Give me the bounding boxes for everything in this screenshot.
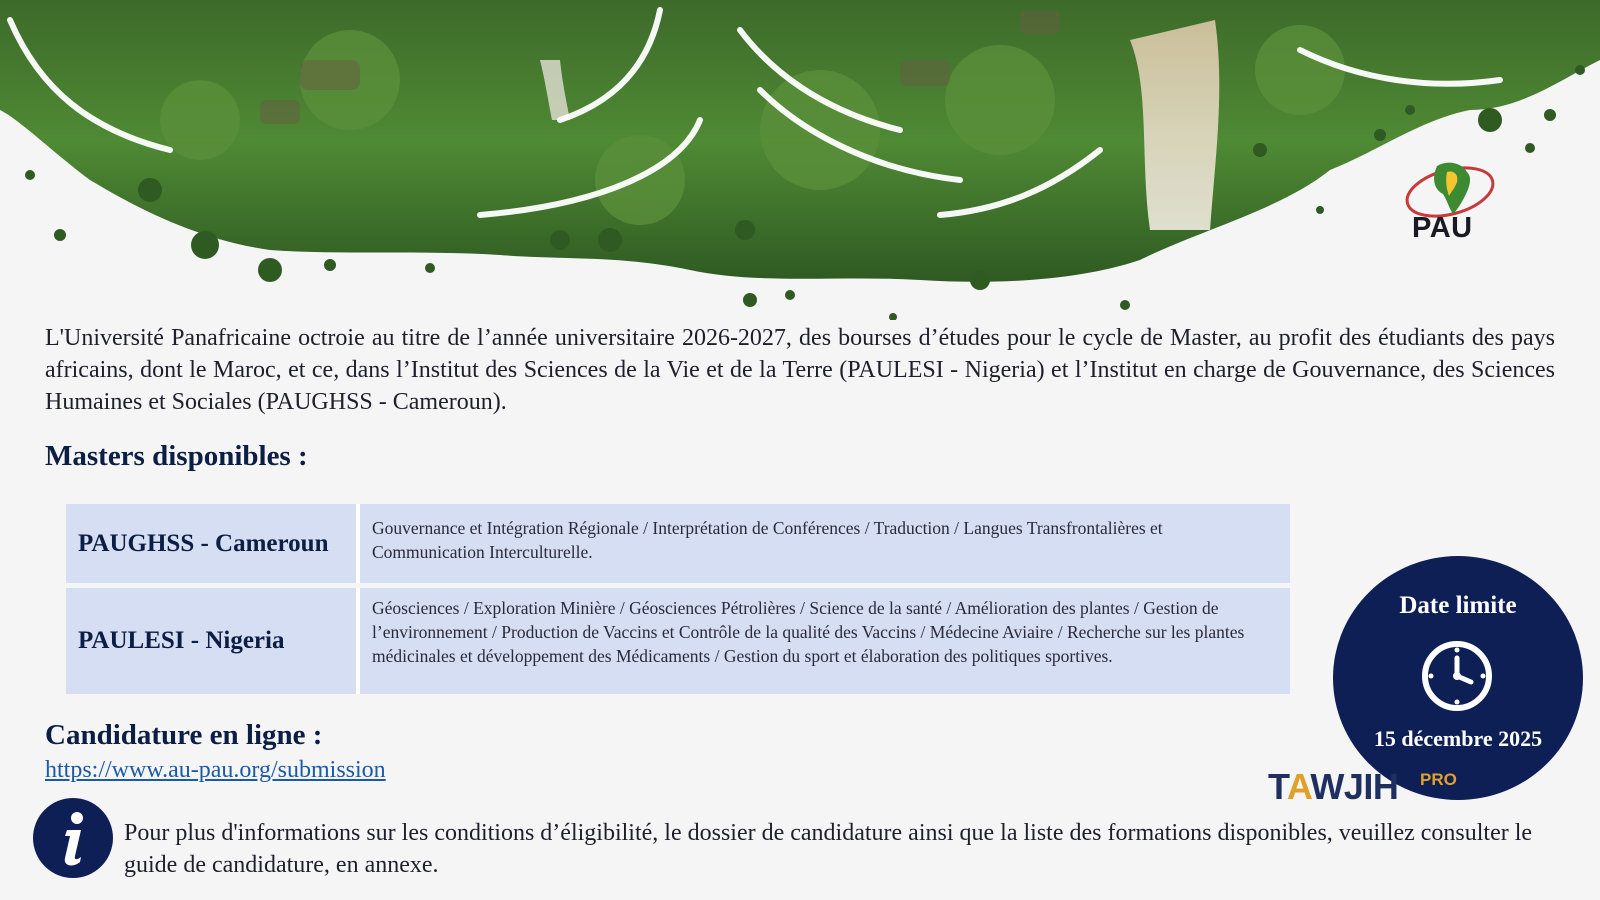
- nature-banner-image: [0, 0, 1600, 320]
- program-list: Gouvernance et Intégration Régionale / Interprétation de Conférences / Traduction / Langues Transfrontalières et Communication Interculturelle.: [360, 504, 1290, 583]
- institute-name: PAULESI - Nigeria: [66, 588, 356, 694]
- tawjih-pro-label: PRO: [1420, 770, 1457, 789]
- pau-logo-text: PAU: [1412, 212, 1473, 244]
- tawjih-letter-a: A: [1286, 766, 1311, 807]
- intro-paragraph: L'Université Panafricaine octroie au titre de l’année universitaire 2026-2027, des bourses d’études pour le cycle de Master, au profit des étudiants des pays africains, dont le Maroc, et ce, dans l’Institut des Sciences de la Vie et de la Terre (PAULESI - Nigeria) et l’Institut en charge de Gouvernance, des Sciences Humaines et Sociales (PAUGHSS - Cameroun).: [45, 325, 1555, 415]
- info-paragraph: Pour plus d'informations sur les conditions d’éligibilité, le dossier de candidature ainsi que la liste des formations disponibles, veuillez consulter le guide de candidature, en annexe.: [124, 820, 1533, 878]
- table-row: [66, 504, 1290, 583]
- masters-heading: Masters disponibles :: [45, 440, 308, 472]
- deadline-badge: [1333, 556, 1583, 800]
- masters-table: [66, 504, 1290, 699]
- deadline-label: Date limite: [1399, 592, 1517, 619]
- tawjih-letter-t: T: [1268, 766, 1287, 807]
- institute-name: PAUGHSS - Cameroun: [66, 504, 356, 583]
- application-heading: Candidature en ligne :: [45, 719, 323, 751]
- submission-link[interactable]: https://www.au-pau.org/submission: [45, 757, 386, 783]
- deadline-date: 15 décembre 2025: [1373, 726, 1543, 751]
- clock-icon: [1417, 636, 1497, 716]
- info-icon: [33, 798, 113, 878]
- tawjih-letters-rest: WJIH: [1310, 766, 1399, 807]
- program-list: Géosciences / Exploration Minière / Géosciences Pétrolières / Science de la santé / Amélioration des plantes / Gestion de l’environnement / Production de Vaccins et Contrôle de la qualité des Vaccins / Médecine Aviaire / Recherche sur les plantes médicinales et développement des Médicaments / Gestion du sport et élaboration des politiques sportives.: [360, 588, 1290, 694]
- tawjih-logo: [1268, 766, 1398, 808]
- table-row: [66, 588, 1290, 694]
